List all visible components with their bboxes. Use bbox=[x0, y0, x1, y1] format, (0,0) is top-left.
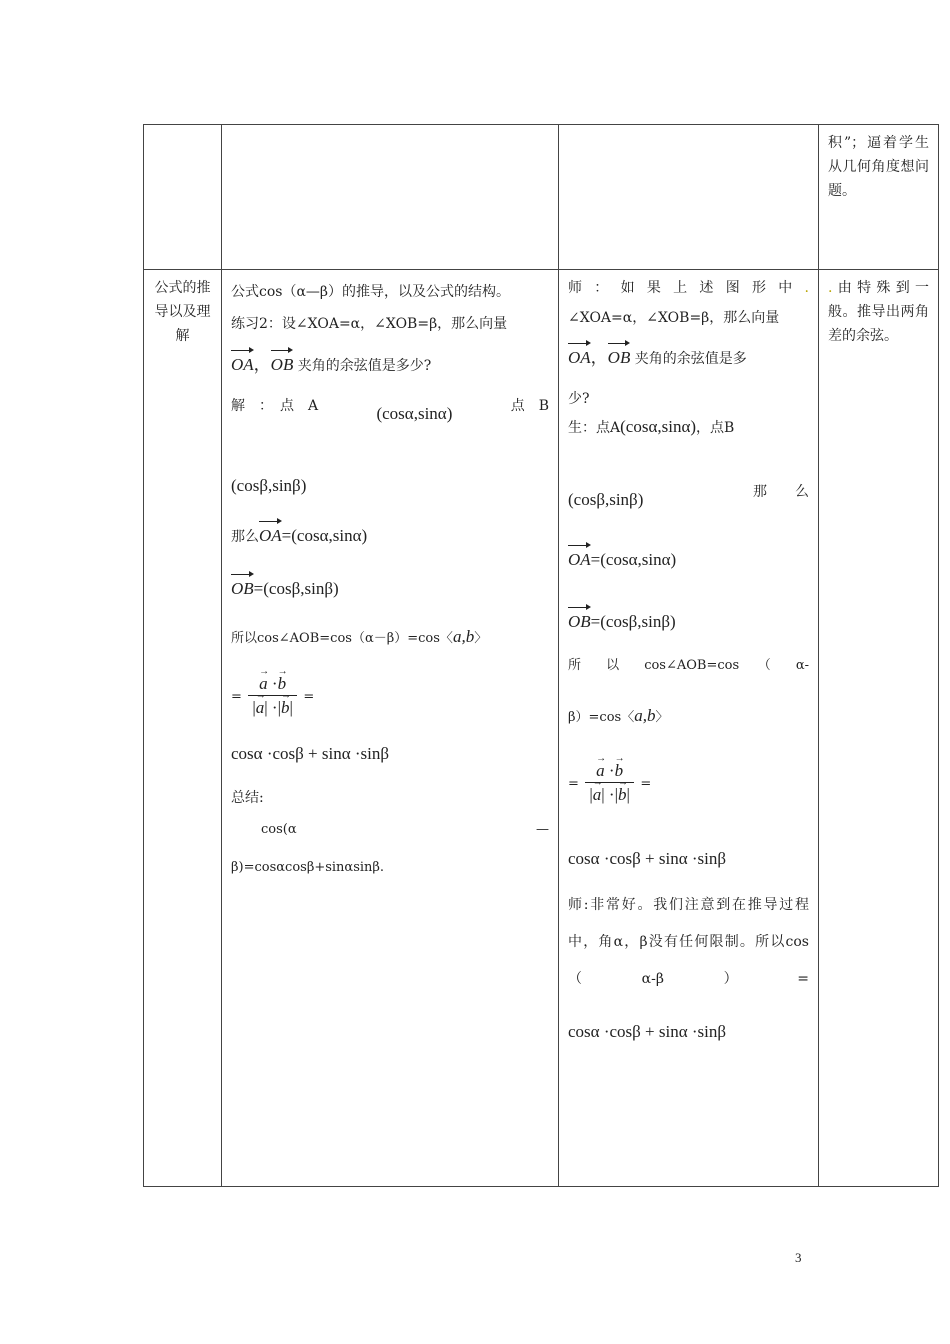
teacher-question-1: 师：如果上述图形中. bbox=[568, 280, 809, 296]
cell-intent-continued: 积”；逼着学生从几何角度想问题。 bbox=[819, 125, 939, 270]
ob-equation-right: OB=(cosβ,sinβ) bbox=[568, 610, 809, 634]
product-expression-right: cosα ·cosβ + sinα ·sinβ bbox=[568, 849, 727, 868]
cell-content-empty bbox=[222, 125, 559, 270]
point-b-coords: (cosβ,sinβ) bbox=[231, 476, 307, 495]
ab-pair: a,b bbox=[452, 627, 475, 646]
table-row-continuation bbox=[144, 125, 939, 270]
dot-product-fraction-right: $\frac{a \to \cdot b \to}{|a \to| \cdot|b \to|}$ bbox=[585, 760, 634, 807]
point-a-coords: (cosα,sinα) bbox=[376, 404, 453, 423]
fraction-line: = $\frac{a \to \cdot b \to}{|a \to| \cdot|b \to|}$ = bbox=[231, 673, 549, 720]
point-b-label: 点 B bbox=[510, 398, 549, 414]
vector-ob: OB bbox=[231, 577, 254, 601]
solution-label: 解 ： 点 A bbox=[231, 398, 319, 414]
cell-stage-label: 公式的推导以及理解 bbox=[144, 270, 222, 1187]
cell-activity bbox=[559, 270, 819, 1187]
page-number: 3 bbox=[795, 1250, 802, 1265]
ob-equation bbox=[231, 577, 549, 601]
cell-activity-empty bbox=[559, 125, 819, 270]
so-text-right-2: β）=cos〈a,b〉 bbox=[568, 706, 669, 725]
summary-line-2: β)=cosαcosβ+sinαsinβ. bbox=[231, 860, 385, 875]
vector-oa: OA bbox=[231, 353, 254, 377]
teacher-remark: 师:非常好。我们注意到在推导过程中，角α，β没有任何限制。所以cos（α-β）= bbox=[568, 897, 809, 987]
product-expression-right-2: cosα ·cosβ + sinα ·sinβ bbox=[568, 1022, 727, 1041]
vector-oa: OA bbox=[259, 524, 282, 548]
table-row-derivation bbox=[144, 270, 939, 1187]
exercise-text: 练习2：设∠XOA=α，∠XOB=β，那么向量 bbox=[231, 316, 508, 332]
so-text: 所以cos∠AOB=cos（α－β）=cos bbox=[231, 631, 440, 646]
summary-line-1: cos(α — bbox=[261, 822, 549, 837]
question-text: 夹角的余弦值是多少? bbox=[297, 358, 432, 374]
oa-equation-right: OA=(cosα,sinα) bbox=[568, 548, 809, 572]
so-line: 所以cos∠AOB=cos（α－β）=cos〈a,b〉 bbox=[231, 627, 488, 646]
ob-value: =(cosβ,sinβ) bbox=[253, 579, 339, 598]
product-expression: cosα ·cosβ + sinα ·sinβ bbox=[231, 744, 390, 763]
summary-label: 总结: bbox=[231, 790, 264, 806]
cell-intent: .由特殊到一般。推导出两角差的余弦。 bbox=[819, 270, 939, 1187]
oa-equation bbox=[231, 524, 549, 549]
teacher-question-2: ∠XOA=α，∠XOB=β，那么向量 bbox=[568, 310, 780, 326]
teacher-question-3: OA，OB 夹角的余弦值是多 bbox=[568, 346, 809, 371]
oa-value: =(cosα,sinα) bbox=[281, 526, 368, 545]
dot-product-fraction: $\frac{a \to \cdot b \to}{|a \to| \cdot|b \to|}$ bbox=[248, 673, 297, 720]
so-text-right: 所 以 cos∠AOB=cos （ α- bbox=[568, 658, 809, 673]
fraction-line-right: = $\frac{a \to \cdot b \to}{|a \to| \cdot|b \to|}$ = bbox=[568, 760, 809, 807]
student-answer-1: 生：点A(cosα,sinα)，点B bbox=[568, 417, 735, 436]
solution-line bbox=[231, 394, 549, 426]
cell-stage-empty bbox=[144, 125, 222, 270]
lesson-table bbox=[143, 124, 939, 1187]
cell-content bbox=[222, 270, 559, 1187]
teacher-question-4: 少? bbox=[568, 391, 590, 407]
vector-ob: OB bbox=[271, 353, 294, 377]
vectors-question: OA，OB 夹角的余弦值是多少? bbox=[231, 353, 549, 378]
student-answer-2: (cosβ,sinβ) 那 么 bbox=[568, 484, 809, 509]
then-label: 那么 bbox=[231, 529, 259, 545]
intro-text: 公式cos（α—β）的推导，以及公式的结构。 bbox=[231, 284, 511, 300]
